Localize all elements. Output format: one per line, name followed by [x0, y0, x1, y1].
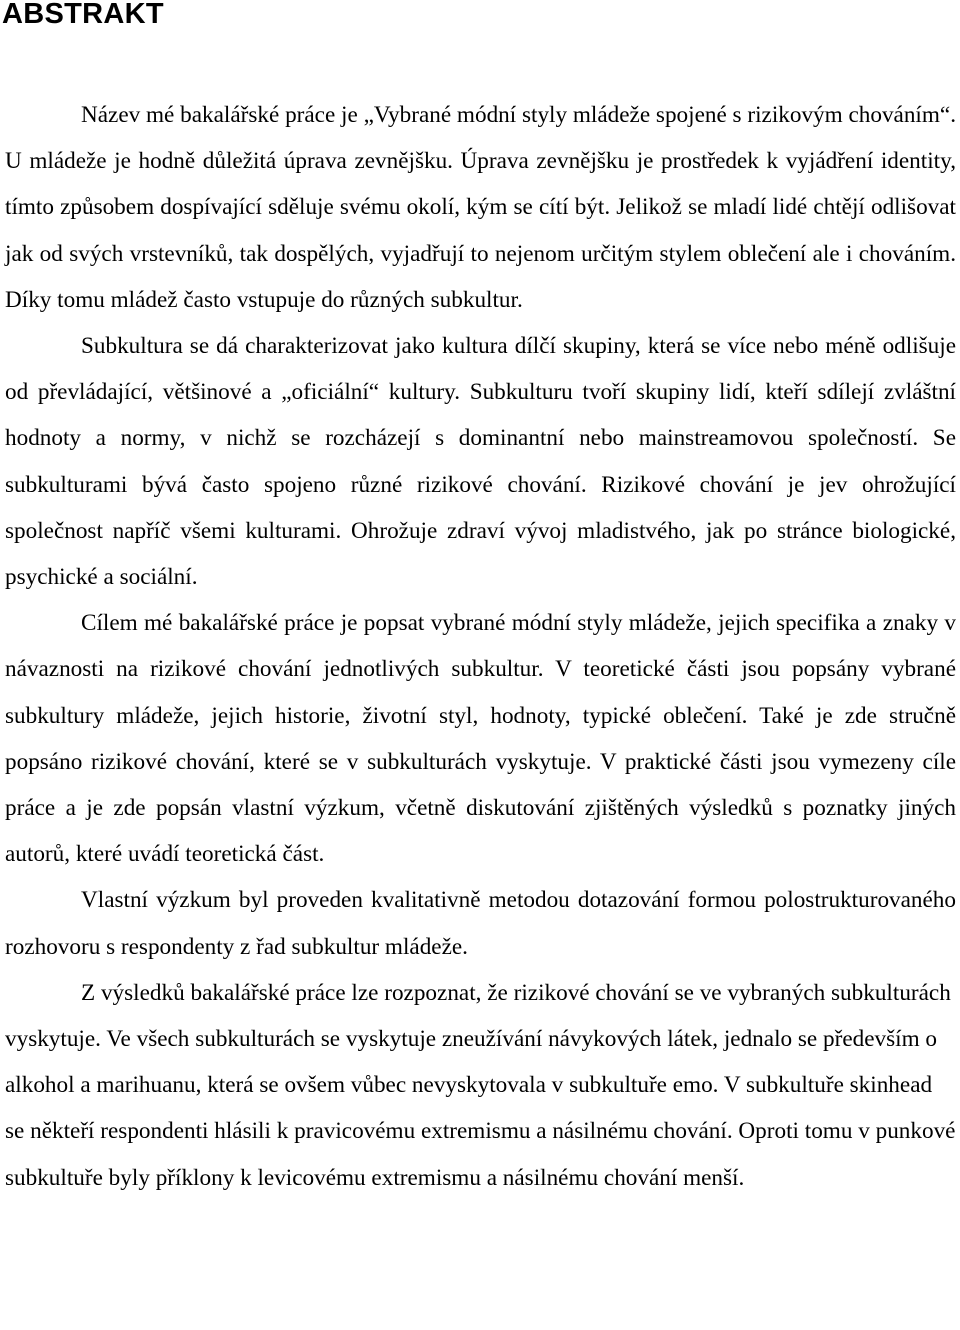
abstract-heading: ABSTRAKT	[2, 0, 164, 30]
paragraph-thesis-goal: Cílem mé bakalářské práce je popsat vybrané módní styly mládeže, jejich specifika a znaky v návaznosti na rizikové chování jednotlivých subkultur. V teoretické části jsou popsány vybrané subkultury mládeže, jejich historie, životní styl, hodnoty, typické oblečení. Také je zde stručně popsáno rizikové chování, které se v subkulturách vyskytuje. V praktické části jsou vymezeny cíle práce a je zde popsán vlastní výzkum, včetně diskutování zjištěných výsledků s poznatky jiných autorů, které uvádí teoretická část.	[5, 610, 956, 868]
paragraph-research-method: Vlastní výzkum byl proveden kvalitativně metodou dotazování formou polostrukturovaného rozhovoru s respondenty z řad subkultur mládeže.	[5, 887, 956, 960]
abstract-body	[5, 92, 956, 1201]
paragraph-subculture-definition: Subkultura se dá charakterizovat jako kultura dílčí skupiny, která se více nebo méně odlišuje od převládající, většinové a „oficiální“ kultury. Subkulturu tvoří skupiny lidí, kteří sdílejí zvláštní hodnoty a normy, v nichž se rozcházejí s dominantní nebo mainstreamovou společností. Se subkulturami bývá často spojeno různé rizikové chování. Rizikové chování je jev ohrožující společnost napříč všemi kulturami. Ohrožuje zdraví vývoj mladistvého, jak po stránce biologické, psychické a sociální.	[5, 333, 956, 591]
paragraph-results: Z výsledků bakalářské práce lze rozpoznat, že rizikové chování se ve vybraných subkulturách vyskytuje. Ve všech subkulturách se vyskytuje zneužívání návykových látek, jednalo se především o alkohol a marihuanu, která se ovšem vůbec nevyskytovala v subkultuře emo. V subkultuře skinhead se někteří respondenti hlásili k pravicovému extremismu a násilnému chování. Oproti tomu v punkové subkultuře byly příklony k levicovému extremismu a násilnému chování menší.	[5, 979, 956, 1191]
paragraph-thesis-title: Název mé bakalářské práce je „Vybrané módní styly mládeže spojené s rizikovým chováním“. U mládeže je hodně důležitá úprava zevnějšku. Úprava zevnějšku je prostředek k vyjádření identity, tímto způsobem dospívající sděluje svému okolí, kým se cítí být. Jelikož se mladí lidé chtějí odlišovat jak od svých vrstevníků, tak dospělých, vyjadřují to nejenom určitým stylem oblečení ale i chováním. Díky tomu mládež často vstupuje do různých subkultur.	[5, 102, 956, 313]
